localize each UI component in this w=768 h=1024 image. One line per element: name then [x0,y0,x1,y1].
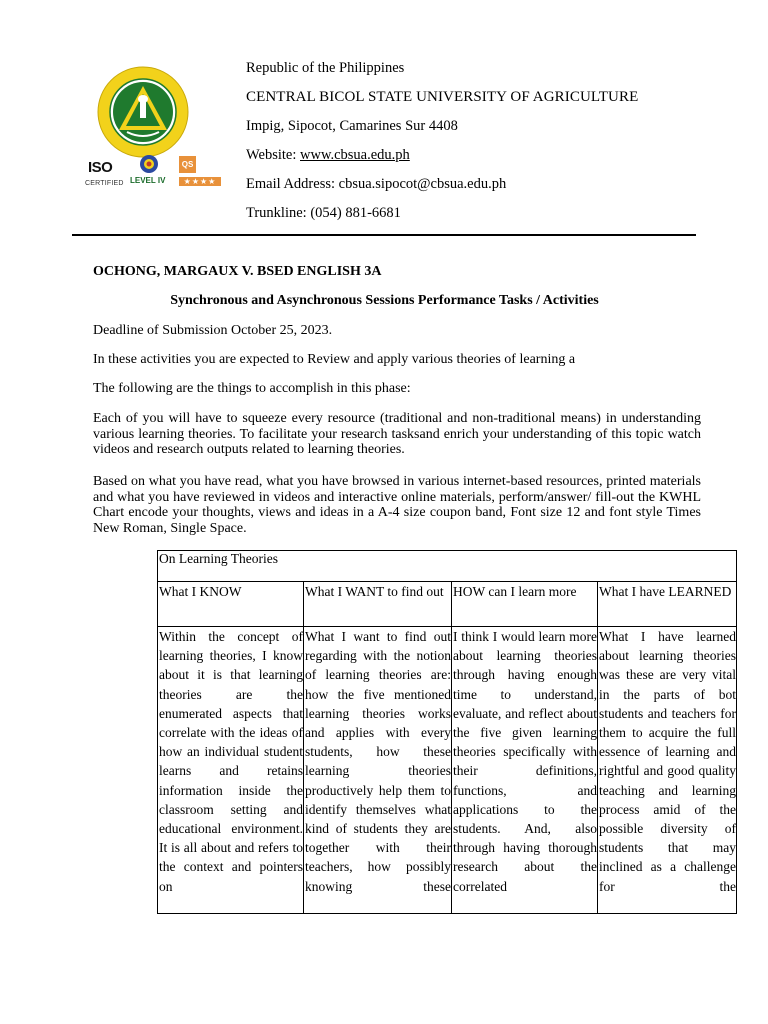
table-row [158,627,737,914]
university-seal-logo [97,66,189,158]
header-divider [72,234,696,236]
header-learned: What I have LEARNED [598,582,737,627]
level-iv-emblem-icon [139,154,159,174]
student-name: OCHONG, MARGAUX V. BSED ENGLISH 3A [93,264,382,279]
cell-how: I think I would learn more about learning theories through having enough time to understand, evaluate, and reflect about the five given learning theories specifically with their definitions, functions, and applications to the students. And, also through having thorough research about the correlated [452,627,598,914]
instructions-paragraph-2: Based on what you have read, what you have browsed in various internet-based resources, printed materials and what you have reviewed in videos and interactive online materials, perform/answer/ fill-out the KWHL Chart encode your thoughts, views and ideas in a A-4 size coupon band, Font size 12 and font style Times New Roman, Single Space. [93,474,701,536]
qs-stars-badge: QS ★★★★ [179,154,223,192]
accomplish-text: The following are the things to accomplish in this phase: [93,381,411,396]
header-know: What I KNOW [158,582,304,627]
table-header-row [158,582,737,627]
header-want: What I WANT to find out [304,582,452,627]
intro-text: In these activities you are expected to Review and apply various theories of learning a [93,352,576,367]
cell-want: What I want to find out regarding with the notion of learning theories are: how the five mentioned learning theories works and applies with every students, how these learning theories productively help them to identify themselves what kind of students they are together with their teachers, how possibly knowing these [304,627,452,914]
address-line: Impig, Sipocot, Camarines Sur 4408 [246,118,458,134]
republic-line: Republic of the Philippines [246,60,405,76]
accreditation-badges [84,154,229,194]
header-how: HOW can I learn more [452,582,598,627]
instructions-paragraph-1: Each of you will have to squeeze every resource (traditional and non-traditional means) in understanding various learning theories. To facilitate your research tasksand enrich your understanding of this topic watch videos and research outputs related to learning theories. [93,411,701,457]
website-line: Website: www.cbsua.edu.ph [246,147,410,163]
deadline-text: Deadline of Submission October 25, 2023. [93,323,333,338]
cell-know: Within the concept of learning theories, I know about it is that learning theories are the enumerated aspects that correlate with the ideas of how an individual student learns and retains information inside the classroom setting and educational environment. It is all about and refers to the context and pointers on [158,627,304,914]
cell-learned: What I have learned about learning theories was these are very vital in the parts of bot students and teachers for them to acquire the full essence of learning and rightful and good quality teaching and learning process amid of the possible diversity of students that may inclined as a challenge for the [598,627,737,914]
table-title-row [158,551,737,582]
university-name: CENTRAL BICOL STATE UNIVERSITY OF AGRICULTURE [246,89,639,105]
email-line: Email Address: cbsua.sipocot@cbsua.edu.ph [246,176,507,192]
trunkline-line: Trunkline: (054) 881-6681 [246,205,401,221]
iso-certified-badge: ISO CERTIFIED [85,159,124,187]
star-rating-icon: ★★★★ [179,177,221,186]
kwhl-chart-table [157,550,737,914]
website-link[interactable]: www.cbsua.edu.ph [300,147,410,163]
document-title: Synchronous and Asynchronous Sessions Performance Tasks / Activities [170,293,599,308]
level-iv-badge: LEVEL IV [129,154,171,192]
table-title: On Learning Theories [158,551,737,582]
